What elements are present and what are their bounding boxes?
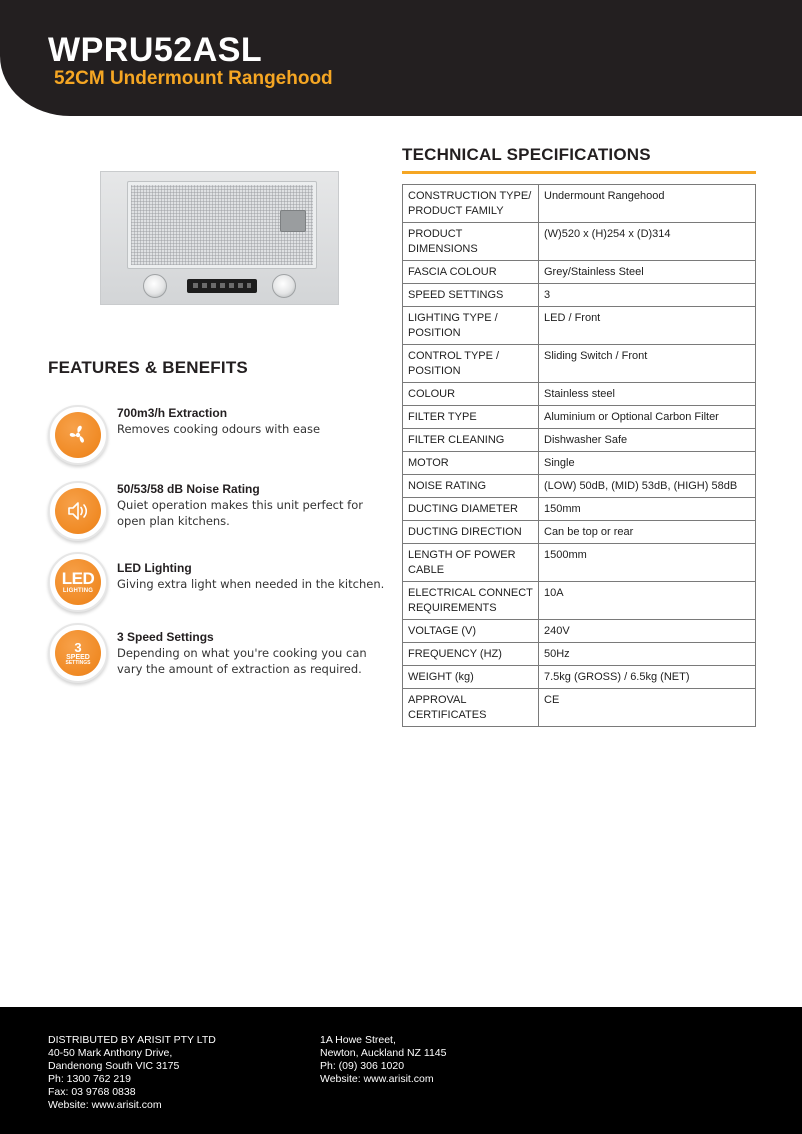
footer-line: Fax: 03 9768 0838 <box>48 1086 136 1098</box>
filter-handle <box>280 210 306 232</box>
feature-title: LED Lighting <box>117 561 192 575</box>
features-title: FEATURES & BENEFITS <box>48 358 248 377</box>
specs-table <box>402 184 756 727</box>
footer-website-link[interactable]: Website: www.arisit.com <box>320 1073 434 1085</box>
feature-description: Removes cooking odours with ease <box>117 422 321 436</box>
spec-label: APPROVAL CERTIFICATES <box>403 689 539 727</box>
spec-value: (W)520 x (H)254 x (D)314 <box>539 223 756 261</box>
table-row <box>403 261 756 284</box>
product-subtitle: 52CM Undermount Rangehood <box>54 68 333 89</box>
spec-label: LENGTH OF POWER CABLE <box>403 544 539 582</box>
table-row <box>403 475 756 498</box>
spec-label: DUCTING DIRECTION <box>403 521 539 544</box>
product-image <box>100 171 339 305</box>
badge-mid-text: SPEED <box>66 653 90 661</box>
spec-label: VOLTAGE (V) <box>403 620 539 643</box>
spec-label: MOTOR <box>403 452 539 475</box>
footer-line: Newton, Auckland NZ 1145 <box>320 1047 447 1059</box>
footer-line: Ph: 1300 762 219 <box>48 1073 131 1085</box>
spec-value: 3 <box>539 284 756 307</box>
spec-label: DUCTING DIAMETER <box>403 498 539 521</box>
spec-value: 50Hz <box>539 643 756 666</box>
spec-label: FILTER CLEANING <box>403 429 539 452</box>
table-row <box>403 498 756 521</box>
spec-label: PRODUCT DIMENSIONS <box>403 223 539 261</box>
table-row <box>403 666 756 689</box>
spec-value: Dishwasher Safe <box>539 429 756 452</box>
spec-value: 7.5kg (GROSS) / 6.5kg (NET) <box>539 666 756 689</box>
spec-value: 10A <box>539 582 756 620</box>
table-row <box>403 223 756 261</box>
speaker-icon <box>48 481 108 541</box>
table-row <box>403 643 756 666</box>
spec-value: 1500mm <box>539 544 756 582</box>
footer-au-address <box>48 1034 216 1112</box>
feature-description: Depending on what you're cooking you can vary the amount of extraction as required. <box>117 646 367 676</box>
spec-value: Grey/Stainless Steel <box>539 261 756 284</box>
spec-label: CONSTRUCTION TYPE/ PRODUCT FAMILY <box>403 185 539 223</box>
table-row <box>403 452 756 475</box>
model-number: WPRU52ASL <box>48 31 263 69</box>
table-row <box>403 406 756 429</box>
table-row <box>403 544 756 582</box>
spec-value: Sliding Switch / Front <box>539 345 756 383</box>
spec-value: LED / Front <box>539 307 756 345</box>
page-footer <box>0 1007 802 1134</box>
feature-title: 3 Speed Settings <box>117 630 214 644</box>
table-row <box>403 345 756 383</box>
sliding-switch <box>187 279 257 293</box>
spec-label: ELECTRICAL CONNECT REQUIREMENTS <box>403 582 539 620</box>
feature-description: Quiet operation makes this unit perfect for open plan kitchens. <box>117 498 363 528</box>
spec-label: LIGHTING TYPE / POSITION <box>403 307 539 345</box>
filter-panel <box>127 181 317 269</box>
feature-title: 700m3/h Extraction <box>117 406 228 420</box>
footer-nz-address <box>320 1034 446 1086</box>
table-row <box>403 307 756 345</box>
spec-value: Aluminium or Optional Carbon Filter <box>539 406 756 429</box>
page-header <box>0 0 802 116</box>
table-row <box>403 383 756 406</box>
table-row <box>403 185 756 223</box>
footer-line: 40-50 Mark Anthony Drive, <box>48 1047 173 1059</box>
spec-value: 240V <box>539 620 756 643</box>
badge-sub-text: SETTINGS <box>65 659 91 666</box>
badge-main-text: LED <box>61 569 95 588</box>
badge-sub-text: LIGHTING <box>62 588 94 594</box>
footer-line: Dandenong South VIC 3175 <box>48 1060 180 1072</box>
led-lamp-left <box>143 274 167 298</box>
spec-label: NOISE RATING <box>403 475 539 498</box>
spec-value: Can be top or rear <box>539 521 756 544</box>
badge-main-text: 3 <box>74 639 82 655</box>
led-lighting-icon <box>48 552 108 612</box>
led-lamp-right <box>272 274 296 298</box>
feature-title: 50/53/58 dB Noise Rating <box>117 482 260 496</box>
spec-label: COLOUR <box>403 383 539 406</box>
table-row <box>403 521 756 544</box>
footer-line: Ph: (09) 306 1020 <box>320 1060 405 1072</box>
specs-divider <box>402 171 756 174</box>
table-row <box>403 284 756 307</box>
spec-value: Undermount Rangehood <box>539 185 756 223</box>
table-row <box>403 429 756 452</box>
table-row <box>403 620 756 643</box>
footer-website-link[interactable]: Website: www.arisit.com <box>48 1099 162 1111</box>
spec-value: Single <box>539 452 756 475</box>
table-row <box>403 689 756 727</box>
spec-label: FASCIA COLOUR <box>403 261 539 284</box>
footer-line: 1A Howe Street, <box>320 1034 396 1046</box>
specs-title: TECHNICAL SPECIFICATIONS <box>402 145 651 164</box>
footer-line: DISTRIBUTED BY ARISIT PTY LTD <box>48 1034 216 1046</box>
feature-description: Giving extra light when needed in the kitchen. <box>117 577 385 591</box>
spec-value: (LOW) 50dB, (MID) 53dB, (HIGH) 58dB <box>539 475 756 498</box>
spec-label: CONTROL TYPE / POSITION <box>403 345 539 383</box>
table-row <box>403 582 756 620</box>
spec-value: Stainless steel <box>539 383 756 406</box>
spec-label: SPEED SETTINGS <box>403 284 539 307</box>
spec-label: FREQUENCY (HZ) <box>403 643 539 666</box>
spec-value: 150mm <box>539 498 756 521</box>
spec-value: CE <box>539 689 756 727</box>
fan-icon <box>48 405 108 465</box>
spec-label: FILTER TYPE <box>403 406 539 429</box>
speed-settings-icon <box>48 623 108 683</box>
spec-label: WEIGHT (kg) <box>403 666 539 689</box>
